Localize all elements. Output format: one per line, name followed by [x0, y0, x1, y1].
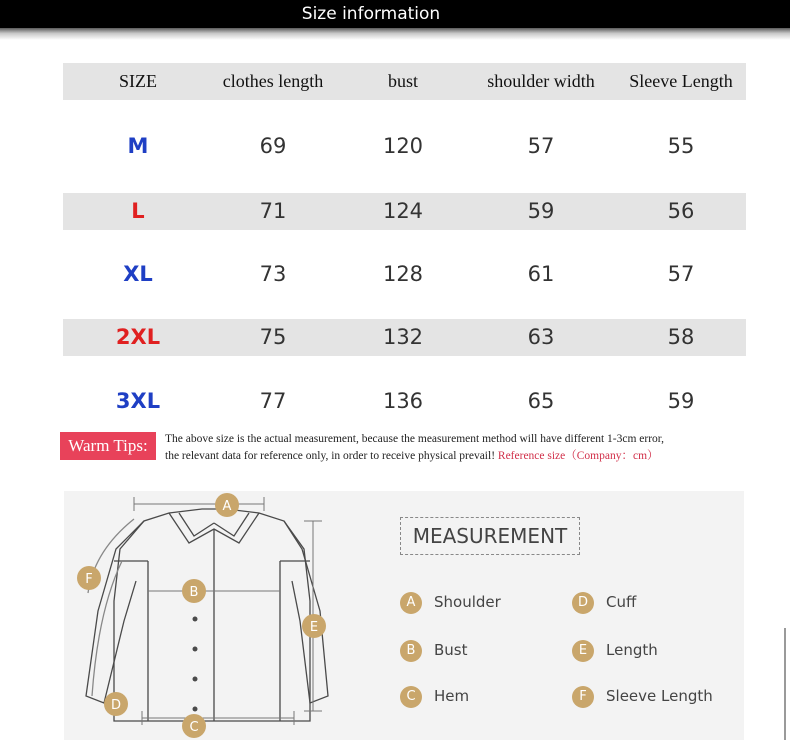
size-label: 3XL: [115, 389, 161, 413]
marker-e-icon: [302, 614, 326, 638]
shoulder-value: 57: [527, 134, 555, 158]
column-header-size: SIZE: [119, 71, 157, 91]
edge-divider: [784, 628, 786, 740]
shoulder-value: 61: [527, 262, 555, 286]
header-title: Size information: [301, 4, 441, 24]
marker-a-icon: [215, 493, 239, 517]
length-value: 71: [259, 199, 287, 223]
column-header-shoulder: shoulder width: [487, 71, 595, 91]
bust-value: 132: [382, 325, 424, 349]
header-bar: [0, 0, 790, 28]
legend-badge-icon: B: [400, 640, 422, 662]
dimension-lines: [134, 497, 322, 725]
marker-c-icon: [182, 714, 206, 738]
size-label: M: [127, 134, 149, 158]
legend-badge-icon: E: [572, 640, 594, 662]
svg-text:B: B: [189, 585, 199, 600]
size-label: XL: [123, 262, 153, 286]
table-row: [63, 383, 746, 420]
svg-text:A: A: [222, 499, 232, 514]
marker-d-icon: [104, 692, 128, 716]
svg-text:E: E: [309, 620, 319, 635]
svg-text:D: D: [110, 698, 122, 713]
shoulder-value: 59: [527, 199, 555, 223]
size-label: L: [131, 199, 145, 223]
warm-tips-badge: Warm Tips:: [60, 432, 156, 460]
bust-value: 128: [382, 262, 424, 286]
table-row: [63, 256, 746, 293]
tips-line-2: [165, 448, 664, 465]
tips-line-2-text: the relevant data for reference only, in order to receive physical prevail!: [165, 450, 496, 462]
column-header-bust: bust: [387, 71, 418, 91]
svg-text:C: C: [189, 720, 199, 735]
size-label: 2XL: [115, 325, 161, 349]
legend-label: Cuff: [606, 593, 637, 611]
sleeve-value: 55: [667, 134, 695, 158]
tips-line-1: The above size is the actual measurement, because the measurement method will have different 1-3cm error,: [165, 433, 665, 445]
svg-text:F: F: [85, 572, 93, 587]
shirt-icon: [86, 509, 328, 721]
tips-reference: Reference size（Company：cm）: [497, 450, 659, 462]
table-row: [63, 319, 746, 356]
sleeve-value: 58: [667, 325, 695, 349]
length-value: 77: [259, 389, 287, 413]
length-value: 69: [259, 134, 287, 158]
sleeve-value: 57: [667, 262, 695, 286]
measurement-title: MEASUREMENT: [400, 517, 580, 555]
legend-badge-icon: D: [572, 592, 594, 614]
legend-label: Bust: [434, 641, 468, 659]
marker-f-icon: [77, 566, 101, 590]
length-value: 73: [259, 262, 287, 286]
column-header-sleeve: Sleeve Length: [629, 71, 733, 91]
column-header-length: clothes length: [222, 71, 324, 91]
shoulder-value: 63: [527, 325, 555, 349]
bust-value: 120: [382, 134, 424, 158]
table-row: [63, 193, 746, 230]
legend-label: Shoulder: [434, 593, 501, 611]
table-header: [63, 63, 746, 100]
legend-label: Hem: [434, 687, 470, 705]
sleeve-value: 59: [667, 389, 695, 413]
legend-badge-icon: F: [572, 686, 594, 708]
sleeve-value: 56: [667, 199, 695, 223]
legend-badge-icon: C: [400, 686, 422, 708]
shirt-buttons: [193, 587, 198, 712]
legend-label: Sleeve Length: [606, 687, 713, 705]
table-row: [63, 128, 746, 165]
warm-tips-text: [165, 431, 664, 465]
legend-badge-icon: A: [400, 592, 422, 614]
marker-b-icon: [182, 579, 206, 603]
length-value: 75: [259, 325, 287, 349]
bust-value: 124: [382, 199, 424, 223]
legend-label: Length: [606, 641, 658, 659]
shoulder-value: 65: [527, 389, 555, 413]
header-shadow: [0, 28, 790, 40]
bust-value: 136: [382, 389, 424, 413]
